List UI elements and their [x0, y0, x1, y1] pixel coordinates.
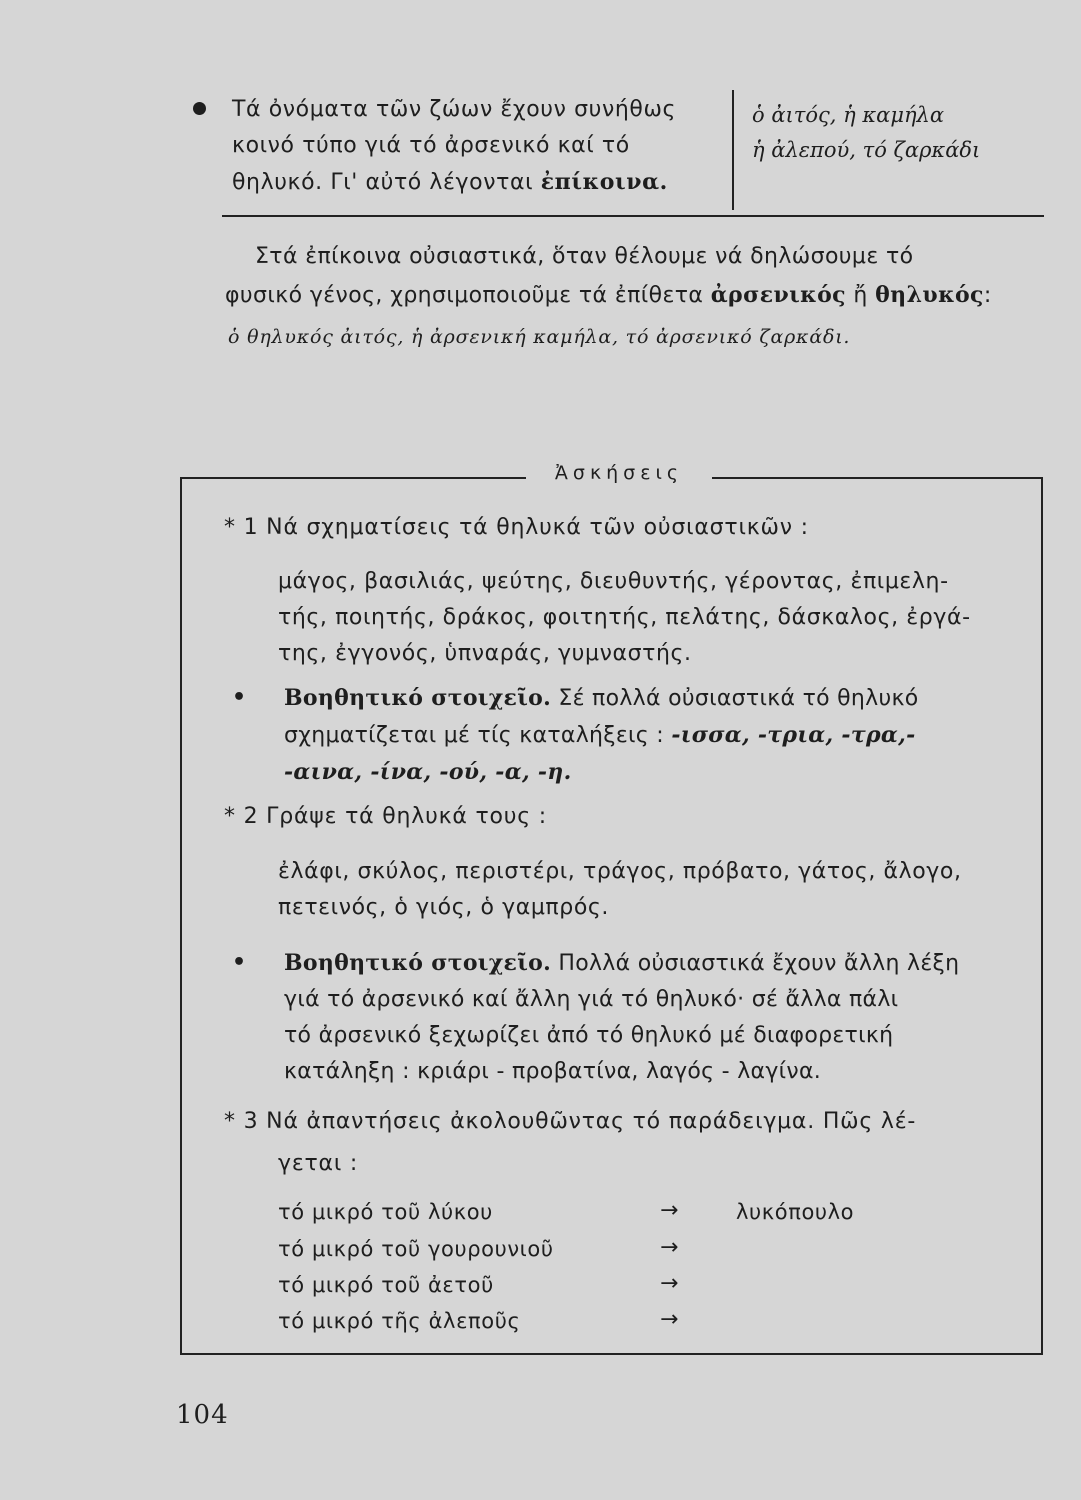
- table-row: [278, 1200, 1018, 1234]
- box-border-top: [180, 477, 526, 479]
- question-text: τό μικρό τοῦ λύκου: [278, 1200, 493, 1224]
- bullet-icon: •: [232, 950, 247, 975]
- divider-vertical: [732, 90, 734, 210]
- explanation-paragraph: [225, 238, 1055, 315]
- exercise-3-label: * 3 Νά ἀπαντήσεις ἀκολουθῶντας τό παράδειγμα. Πῶς λέ-: [224, 1109, 917, 1134]
- paragraph-line: Στά ἐπίκοινα οὐσιαστικά, ὅταν θέλουμε νά δηλώσουμε τό: [255, 244, 914, 269]
- endings: -αινα, -ίνα, -ού, -α, -η.: [284, 759, 572, 785]
- help-text: Σέ πολλά οὐσιαστικά τό θηλυκό: [558, 686, 919, 711]
- answer-text: λυκόπουλο: [736, 1200, 855, 1224]
- intro-line-text: θηλυκό. Γι' αὐτό λέγονται: [232, 170, 534, 195]
- intro-examples: [752, 98, 1052, 168]
- help-line: κατάληξη : κριάρι - προβατίνα, λαγός - λαγίνα.: [284, 1059, 822, 1084]
- bold-term: θηλυκός: [875, 282, 984, 308]
- exercise-1-words: [278, 564, 1018, 672]
- help-line: [284, 945, 1022, 982]
- help-line: [284, 754, 1022, 791]
- help-note-1: [232, 680, 1022, 791]
- intro-line: [232, 164, 722, 201]
- word-line: μάγος, βασιλιάς, ψεύτης, διευθυντής, γέροντας, ἐπιμελη-: [278, 569, 949, 594]
- help-line: γιά τό ἀρσενικό καί ἄλλη γιά τό θηλυκό· σέ ἄλλα πάλι: [284, 987, 899, 1012]
- intro-bold-term: ἐπίκοινα.: [540, 169, 668, 195]
- divider-horizontal: [222, 215, 1044, 217]
- paragraph-line: [225, 276, 1055, 315]
- arrow-right-icon: →: [660, 1198, 680, 1223]
- arrow-right-icon: →: [660, 1307, 680, 1332]
- table-row: [278, 1309, 1018, 1343]
- paragraph-examples: ὁ θηλυκός ἀιτός, ἡ ἀρσενική καμήλα, τό ἀρσενικό ζαρκάδι.: [228, 326, 851, 348]
- help-title: Βοηθητικό στοιχεῖο.: [284, 950, 552, 976]
- intro-line: Τά ὀνόματα τῶν ζώων ἔχουν συνήθως: [232, 97, 676, 122]
- bold-term: ἀρσενικός: [710, 282, 846, 308]
- help-text: σχηματίζεται μέ τίς καταλήξεις :: [284, 723, 665, 748]
- intro-example: ὁ ἀιτός, ἡ καμήλα: [752, 103, 945, 127]
- table-row: [278, 1237, 1018, 1271]
- paragraph-text: φυσικό γένος, χρησιμοποιοῦμε τά ἐπίθετα: [225, 283, 704, 308]
- box-border-top: [712, 477, 1043, 479]
- intro-example: ἡ ἀλεπού, τό ζαρκάδι: [752, 138, 981, 162]
- page-number: 104: [176, 1400, 229, 1430]
- word-line: τής, ποιητής, δράκος, φοιτητής, πελάτης, δάσκαλος, ἐργά-: [278, 605, 971, 630]
- help-note-2: [232, 945, 1022, 1090]
- endings: -ισσα, -τρια, -τρα,-: [671, 722, 916, 748]
- conjunction: ἤ: [853, 283, 868, 308]
- exercise-3-label-cont: γεται :: [278, 1151, 359, 1176]
- arrow-right-icon: →: [660, 1271, 680, 1296]
- question-text: τό μικρό τοῦ ἀετοῦ: [278, 1273, 494, 1297]
- help-text: Πολλά οὐσιαστικά ἔχουν ἄλλη λέξη: [558, 951, 960, 976]
- word-line: πετεινός, ὁ γιός, ὁ γαμπρός.: [278, 895, 609, 920]
- exercise-2-label: * 2 Γράψε τά θηλυκά τους :: [224, 804, 548, 829]
- help-title: Βοηθητικό στοιχεῖο.: [284, 685, 552, 711]
- exercise-2-words: [278, 854, 1018, 926]
- exercise-1-label: * 1 Νά σχηματίσεις τά θηλυκά τῶν οὐσιαστικῶν :: [224, 515, 809, 540]
- question-text: τό μικρό τῆς ἀλεποῦς: [278, 1309, 521, 1333]
- help-line: [284, 680, 1022, 717]
- word-line: ἐλάφι, σκύλος, περιστέρι, τράγος, πρόβατο, γάτος, ἄλογο,: [278, 859, 962, 884]
- bullet-icon: [193, 102, 206, 115]
- table-row: [278, 1273, 1018, 1307]
- help-line: τό ἀρσενικό ξεχωρίζει ἀπό τό θηλυκό μέ διαφορετική: [284, 1023, 894, 1048]
- bullet-icon: •: [232, 685, 247, 710]
- arrow-right-icon: →: [660, 1235, 680, 1260]
- question-text: τό μικρό τοῦ γουρουνιοῦ: [278, 1237, 554, 1261]
- colon: :: [983, 283, 992, 308]
- word-line: της, ἐγγονός, ὑπναράς, γυμναστής.: [278, 641, 692, 666]
- intro-definition: [232, 92, 722, 201]
- intro-line: κοινό τύπο γιά τό ἀρσενικό καί τό: [232, 133, 630, 158]
- help-line: [284, 717, 1022, 754]
- exercises-title: Ἀσκήσεις: [554, 462, 684, 484]
